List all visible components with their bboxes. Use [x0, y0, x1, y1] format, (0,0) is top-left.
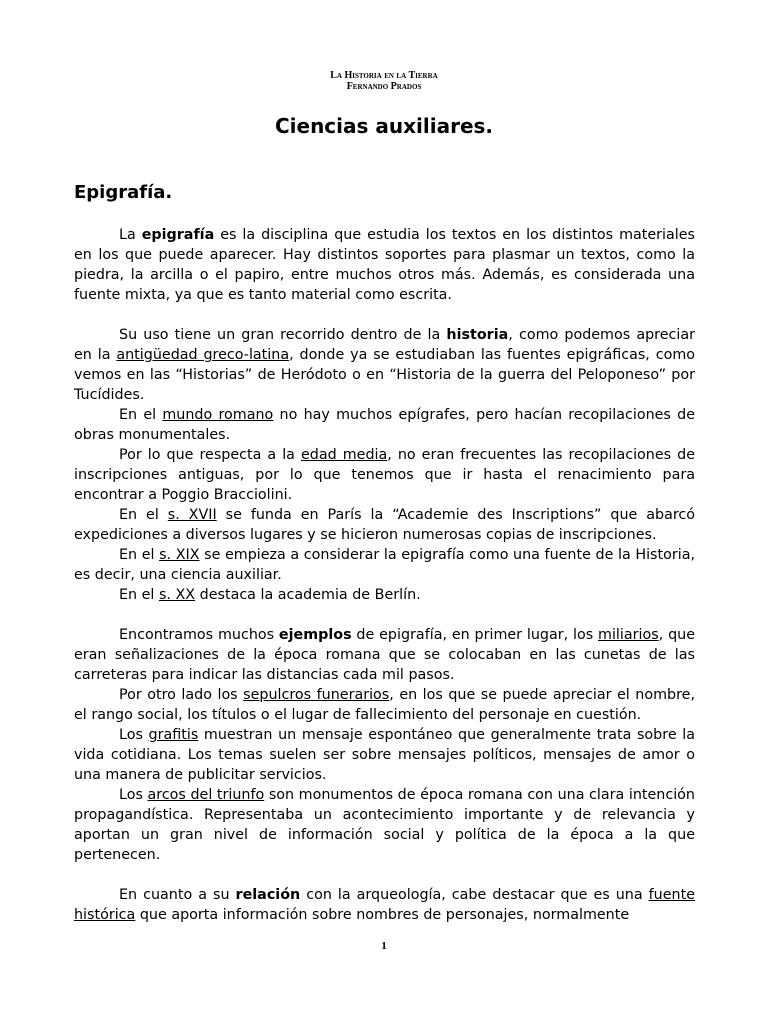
bold-term: historia: [446, 327, 509, 343]
text: Por otro lado los: [119, 687, 244, 703]
text: destaca la academia de Berlín.: [195, 587, 421, 603]
paragraph: [74, 225, 695, 305]
underlined-term: fuente histórica: [74, 887, 695, 923]
document-body: [74, 225, 695, 925]
text: En cuanto a su: [119, 887, 236, 903]
paragraph: [74, 505, 695, 545]
running-header-title: La Historia en la Tierra: [330, 70, 438, 81]
text: , en los que se puede apreciar el nombre, el rango social, los títulos o el lugar de fallecimiento del personaje en cuestión.: [74, 687, 695, 723]
text: , como podemos apreciar en la: [74, 327, 695, 363]
bold-term: relación: [235, 887, 301, 903]
paragraph: [74, 785, 695, 865]
text: que aporta información sobre nombres de personajes, normalmente: [135, 907, 630, 923]
paragraph: [74, 545, 695, 585]
page-number: 1: [381, 940, 387, 952]
text: Encontramos muchos: [119, 627, 279, 643]
underlined-term: arcos del triunfo: [147, 787, 265, 803]
text: , donde ya se estudiaban las fuentes epigráficas, como vemos en las “Historias” de Heródoto o en “Historia de la guerra del Peloponeso” por Tucídides.: [74, 347, 695, 403]
paragraph: [74, 405, 695, 445]
paragraph: [74, 725, 695, 785]
text: se empieza a considerar la epigrafía como una fuente de la Historia, es decir, una ciencia auxiliar.: [74, 547, 696, 583]
text: se funda en París la “Academie des Inscriptions” que abarcó expediciones a diversos lugares y se hicieron numerosas copias de inscripciones.: [74, 507, 696, 543]
underlined-term: sepulcros funerarios: [243, 687, 390, 703]
underlined-term: edad media: [300, 447, 388, 463]
bold-term: epigrafía: [141, 227, 215, 243]
running-header-author: Fernando Prados: [346, 81, 422, 92]
underlined-term: antigüedad greco-latina: [116, 347, 290, 363]
text: no hay muchos epígrafes, pero hacían recopilaciones de obras monumentales.: [74, 407, 695, 443]
text: La: [119, 227, 142, 243]
text: muestran un mensaje espontáneo que generalmente trata sobre la vida cotidiana. Los temas suelen ser sobre mensajes políticos, mensajes de amor o una manera de publicitar servicios.: [74, 727, 695, 783]
paragraph: [74, 885, 695, 925]
paragraph: [74, 685, 695, 725]
text: Los: [119, 787, 148, 803]
underlined-term: s. XIX: [159, 547, 200, 563]
text: En el: [119, 547, 160, 563]
text: , que eran señalizaciones de la época romana que se colocaban en las cunetas de las carreteras para indicar las distancias cada mil pasos.: [74, 627, 695, 683]
underlined-term: s. XX: [158, 587, 196, 603]
underlined-term: grafitis: [148, 727, 199, 743]
text: son monumentos de época romana con una clara intención propagandística. Representaba un acontecimiento importante y de relevancia y aportan un gran nivel de información social y política de la época a la que pertenecen.: [74, 787, 695, 863]
paragraph: [74, 445, 695, 505]
bold-term: ejemplos: [278, 627, 352, 643]
text: En el: [119, 507, 168, 523]
text: , no eran frecuentes las recopilaciones de inscripciones antiguas, por lo que tenemos que ir hasta el renacimiento para encontrar a Poggio Bracciolini.: [74, 447, 696, 503]
text: Su uso tiene un gran recorrido dentro de la: [119, 327, 447, 343]
text: con la arqueología, cabe destacar que es una: [300, 887, 649, 903]
underlined-term: s. XVII: [167, 507, 217, 523]
underlined-term: miliarios: [598, 627, 659, 643]
text: es la disciplina que estudia los textos en los distintos materiales en los que puede aparecer. Hay distintos soportes para plasmar un textos, como la piedra, la arcilla o el papiro, entre muchos otros más. Además, es considerada una fuente mixta, ya que es tanto material como escrita.: [74, 227, 695, 303]
paragraph: [74, 325, 695, 405]
text: Los: [119, 727, 149, 743]
text: Por lo que respecta a la: [119, 447, 301, 463]
text: En el: [119, 587, 159, 603]
section-heading: Epigrafía.: [74, 182, 173, 203]
text: de epigrafía, en primer lugar, los: [351, 627, 599, 643]
page-title: Ciencias auxiliares.: [274, 114, 494, 138]
underlined-term: mundo romano: [162, 407, 274, 423]
paragraph: [74, 585, 695, 605]
text: En el: [119, 407, 163, 423]
paragraph: [74, 625, 695, 685]
